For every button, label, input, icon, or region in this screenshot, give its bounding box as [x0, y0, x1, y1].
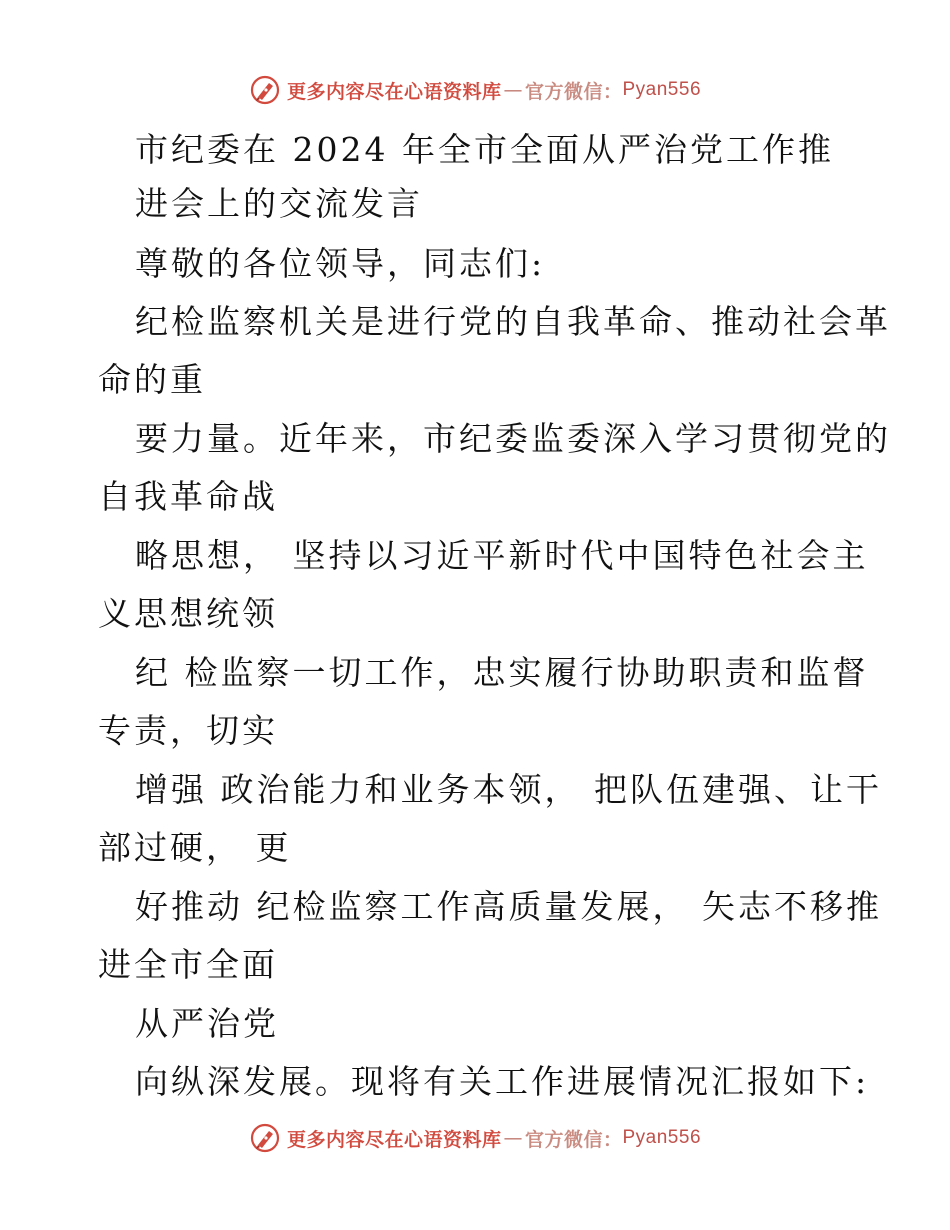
paragraph-line: 部过硬， 更 — [98, 828, 292, 867]
paragraph-line: 略思想， 坚持以习近平新时代中国特色社会主 — [135, 536, 869, 575]
watermark-account: Pyan556 — [622, 1127, 702, 1148]
document-title-line-1: 市纪委在 2024 年全市全面从严治党工作推 — [135, 130, 834, 169]
paragraph-line: 好推动 纪检监察工作高质量发展， 矢志不移推 — [135, 887, 882, 926]
paragraph-line: 纪检监察机关是进行党的自我革命、推动社会革 — [135, 302, 891, 341]
watermark-label: 官方微信： — [524, 80, 623, 103]
watermark-label: 官方微信： — [524, 1128, 623, 1151]
paragraph-line: 纪 检监察一切工作，忠实履行协助职责和监督 — [135, 653, 869, 692]
paragraph-line: 向纵深发展。现将有关工作进展情况汇报如下: — [135, 1062, 870, 1101]
header-watermark-banner — [0, 70, 950, 110]
document-title-line-2: 进会上的交流发言 — [135, 184, 423, 223]
paragraph-line: 从严治党 — [135, 1004, 279, 1043]
paragraph-line: 义思想统领 — [98, 594, 278, 633]
salutation-line: 尊敬的各位领导，同志们: — [135, 244, 546, 283]
watermark-separator: — — [503, 79, 523, 101]
paragraph-line: 进全市全面 — [98, 945, 278, 984]
paragraph-line: 专责，切实 — [98, 711, 278, 750]
footer-watermark-banner — [0, 1118, 950, 1158]
watermark-account: Pyan556 — [622, 79, 702, 100]
pen-nib-logo-icon — [249, 74, 281, 106]
watermark-main-text: 更多内容尽在心语资料库 — [286, 80, 502, 103]
paragraph-line: 要力量。近年来，市纪委监委深入学习贯彻党的 — [135, 419, 891, 458]
paragraph-line: 自我革命战 — [98, 477, 278, 516]
watermark-separator: — — [503, 1127, 523, 1149]
watermark-main-text: 更多内容尽在心语资料库 — [286, 1128, 502, 1151]
paragraph-line: 增强 政治能力和业务本领， 把队伍建强、让干 — [135, 770, 882, 809]
pen-nib-logo-icon — [249, 1122, 281, 1154]
paragraph-line: 命的重 — [98, 360, 206, 399]
